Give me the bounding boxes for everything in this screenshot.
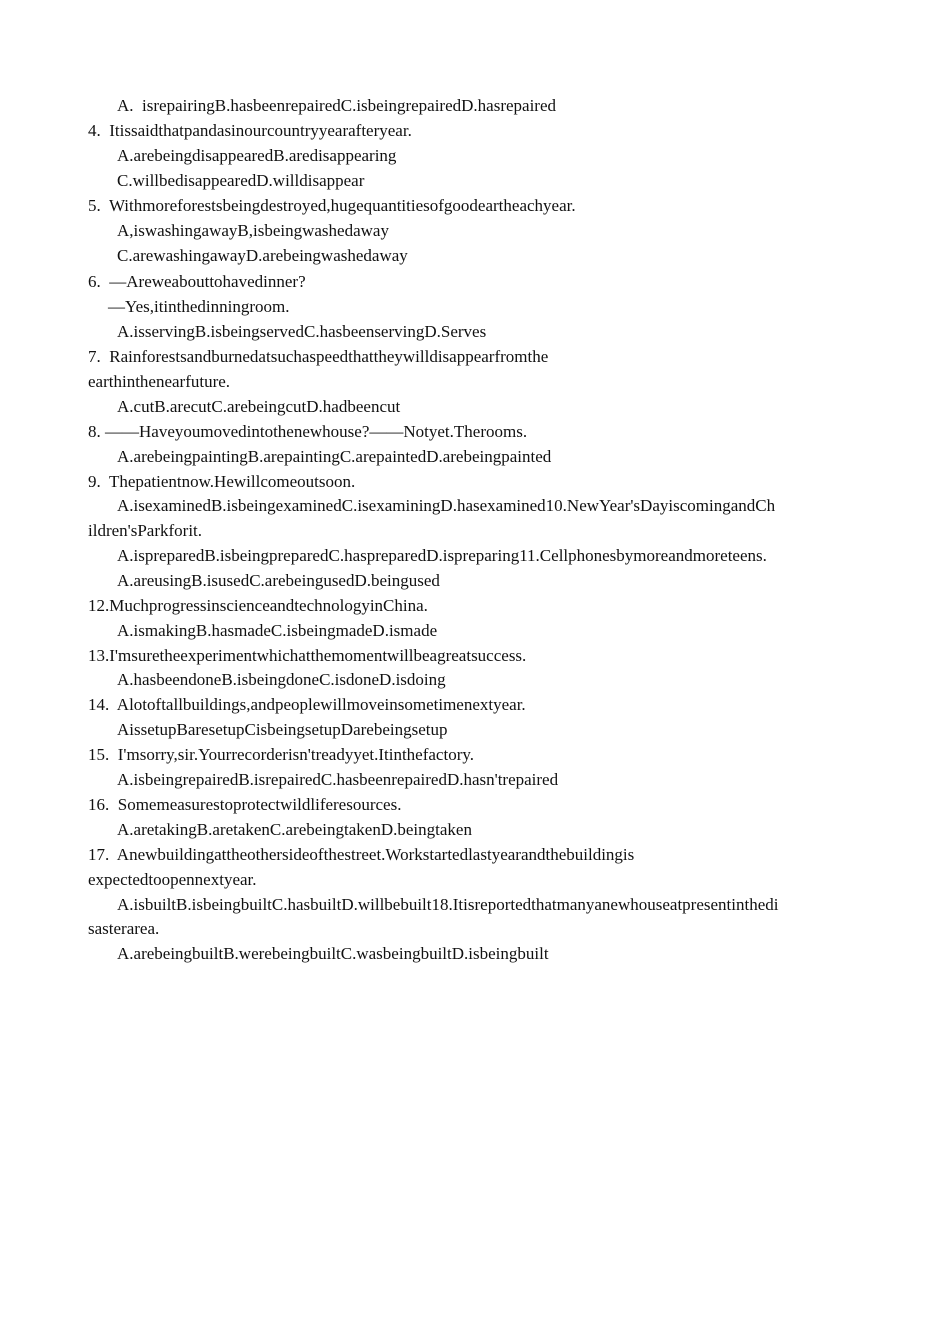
q6-question-line-2: —Yes,itinthedinningroom. — [108, 297, 290, 316]
q5-options-line-2: C.arewashingawayD.arebeingwashedaway — [117, 246, 408, 265]
q11-options-line: A.areusingB.isusedC.arebeingusedD.beingused — [117, 571, 440, 590]
q12-question: 12.MuchprogressinscienceandtechnologyinChina. — [88, 596, 428, 615]
q9-question: 9. Thepatientnow.Hewillcomeoutsoon. — [88, 472, 356, 491]
q15-question: 15. I'msorry,sir.Yourrecorderisn'treadyyet.Itinthefactory. — [88, 745, 475, 764]
q18-question-line-2: sasterarea. — [88, 919, 160, 938]
q6-options-line: A.isservingB.isbeingservedC.hasbeenservingD.Serves — [117, 322, 487, 341]
q17-question-line-1: 17. Anewbuildingattheothersideofthestreet.Workstartedlastyearandthebuildingis — [88, 845, 635, 864]
q4-options-line-1: A.arebeingdisappearedB.aredisappearing — [117, 146, 397, 165]
q17-options-q18-line-1: A.isbuiltB.isbeingbuiltC.hasbuiltD.willbebuilt18.Itisreportedthatmanyanewhouseatpresentinthedi — [117, 895, 779, 914]
q4-question: 4. Itissaidthatpandasinourcountryyearafteryear. — [88, 121, 412, 140]
q5-question: 5. Withmoreforestsbeingdestroyed,hugequantitiesofgoodeartheachyear. — [88, 196, 576, 215]
q7-options-line: A.cutB.arecutC.arebeingcutD.hadbeencut — [117, 397, 401, 416]
q16-question: 16. Somemeasurestoprotectwildliferesources. — [88, 795, 402, 814]
q6-question-line-1: 6. —Areweabouttohavedinner? — [88, 272, 306, 291]
q5-options-line-1: A,iswashingawayB,isbeingwashedaway — [117, 221, 389, 240]
q4-options-line-2: C.willbedisappearedD.willdisappear — [117, 171, 365, 190]
q17-question-line-2: expectedtoopennextyear. — [88, 870, 257, 889]
q13-question: 13.I'msuretheexperimentwhichatthemomentwillbeagreatsuccess. — [88, 646, 527, 665]
q12-options-line: A.ismakingB.hasmadeC.isbeingmadeD.ismade — [117, 621, 438, 640]
q10-options-q11-line: A.ispreparedB.isbeingpreparedC.haspreparedD.ispreparing11.Cellphonesbymoreandmoreteens. — [117, 546, 767, 565]
q14-question: 14. Alotoftallbuildings,andpeoplewillmoveinsometimenextyear. — [88, 695, 526, 714]
q8-question: 8. ——Haveyoumovedintothenewhouse?——Notyet.Therooms. — [88, 422, 528, 441]
q18-options-line: A.arebeingbuiltB.werebeingbuiltC.wasbeingbuiltD.isbeingbuilt — [117, 944, 549, 963]
q15-options-line: A.isbeingrepairedB.isrepairedC.hasbeenrepairedD.hasn'trepaired — [117, 770, 559, 789]
q14-options-line: AissetupBaresetupCisbeingsetupDarebeingsetup — [117, 720, 448, 739]
q7-question-line-1: 7. Rainforestsandburnedatsuchaspeedthattheywilldisappearfromthe — [88, 347, 549, 366]
q7-question-line-2: earthinthenearfuture. — [88, 372, 231, 391]
q9-options-q10-line-1: A.isexaminedB.isbeingexaminedC.isexaminingD.hasexamined10.NewYear'sDayiscomingandCh — [117, 496, 776, 515]
q13-options-line: A.hasbeendoneB.isbeingdoneC.isdoneD.isdoing — [117, 670, 446, 689]
q10-question-line-2: ildren'sParkforit. — [88, 521, 203, 540]
q3-options-line: A. isrepairingB.hasbeenrepairedC.isbeingrepairedD.hasrepaired — [117, 96, 556, 115]
q8-options-line: A.arebeingpaintingB.arepaintingC.arepaintedD.arebeingpainted — [117, 447, 552, 466]
q16-options-line: A.aretakingB.aretakenC.arebeingtakenD.beingtaken — [117, 820, 472, 839]
